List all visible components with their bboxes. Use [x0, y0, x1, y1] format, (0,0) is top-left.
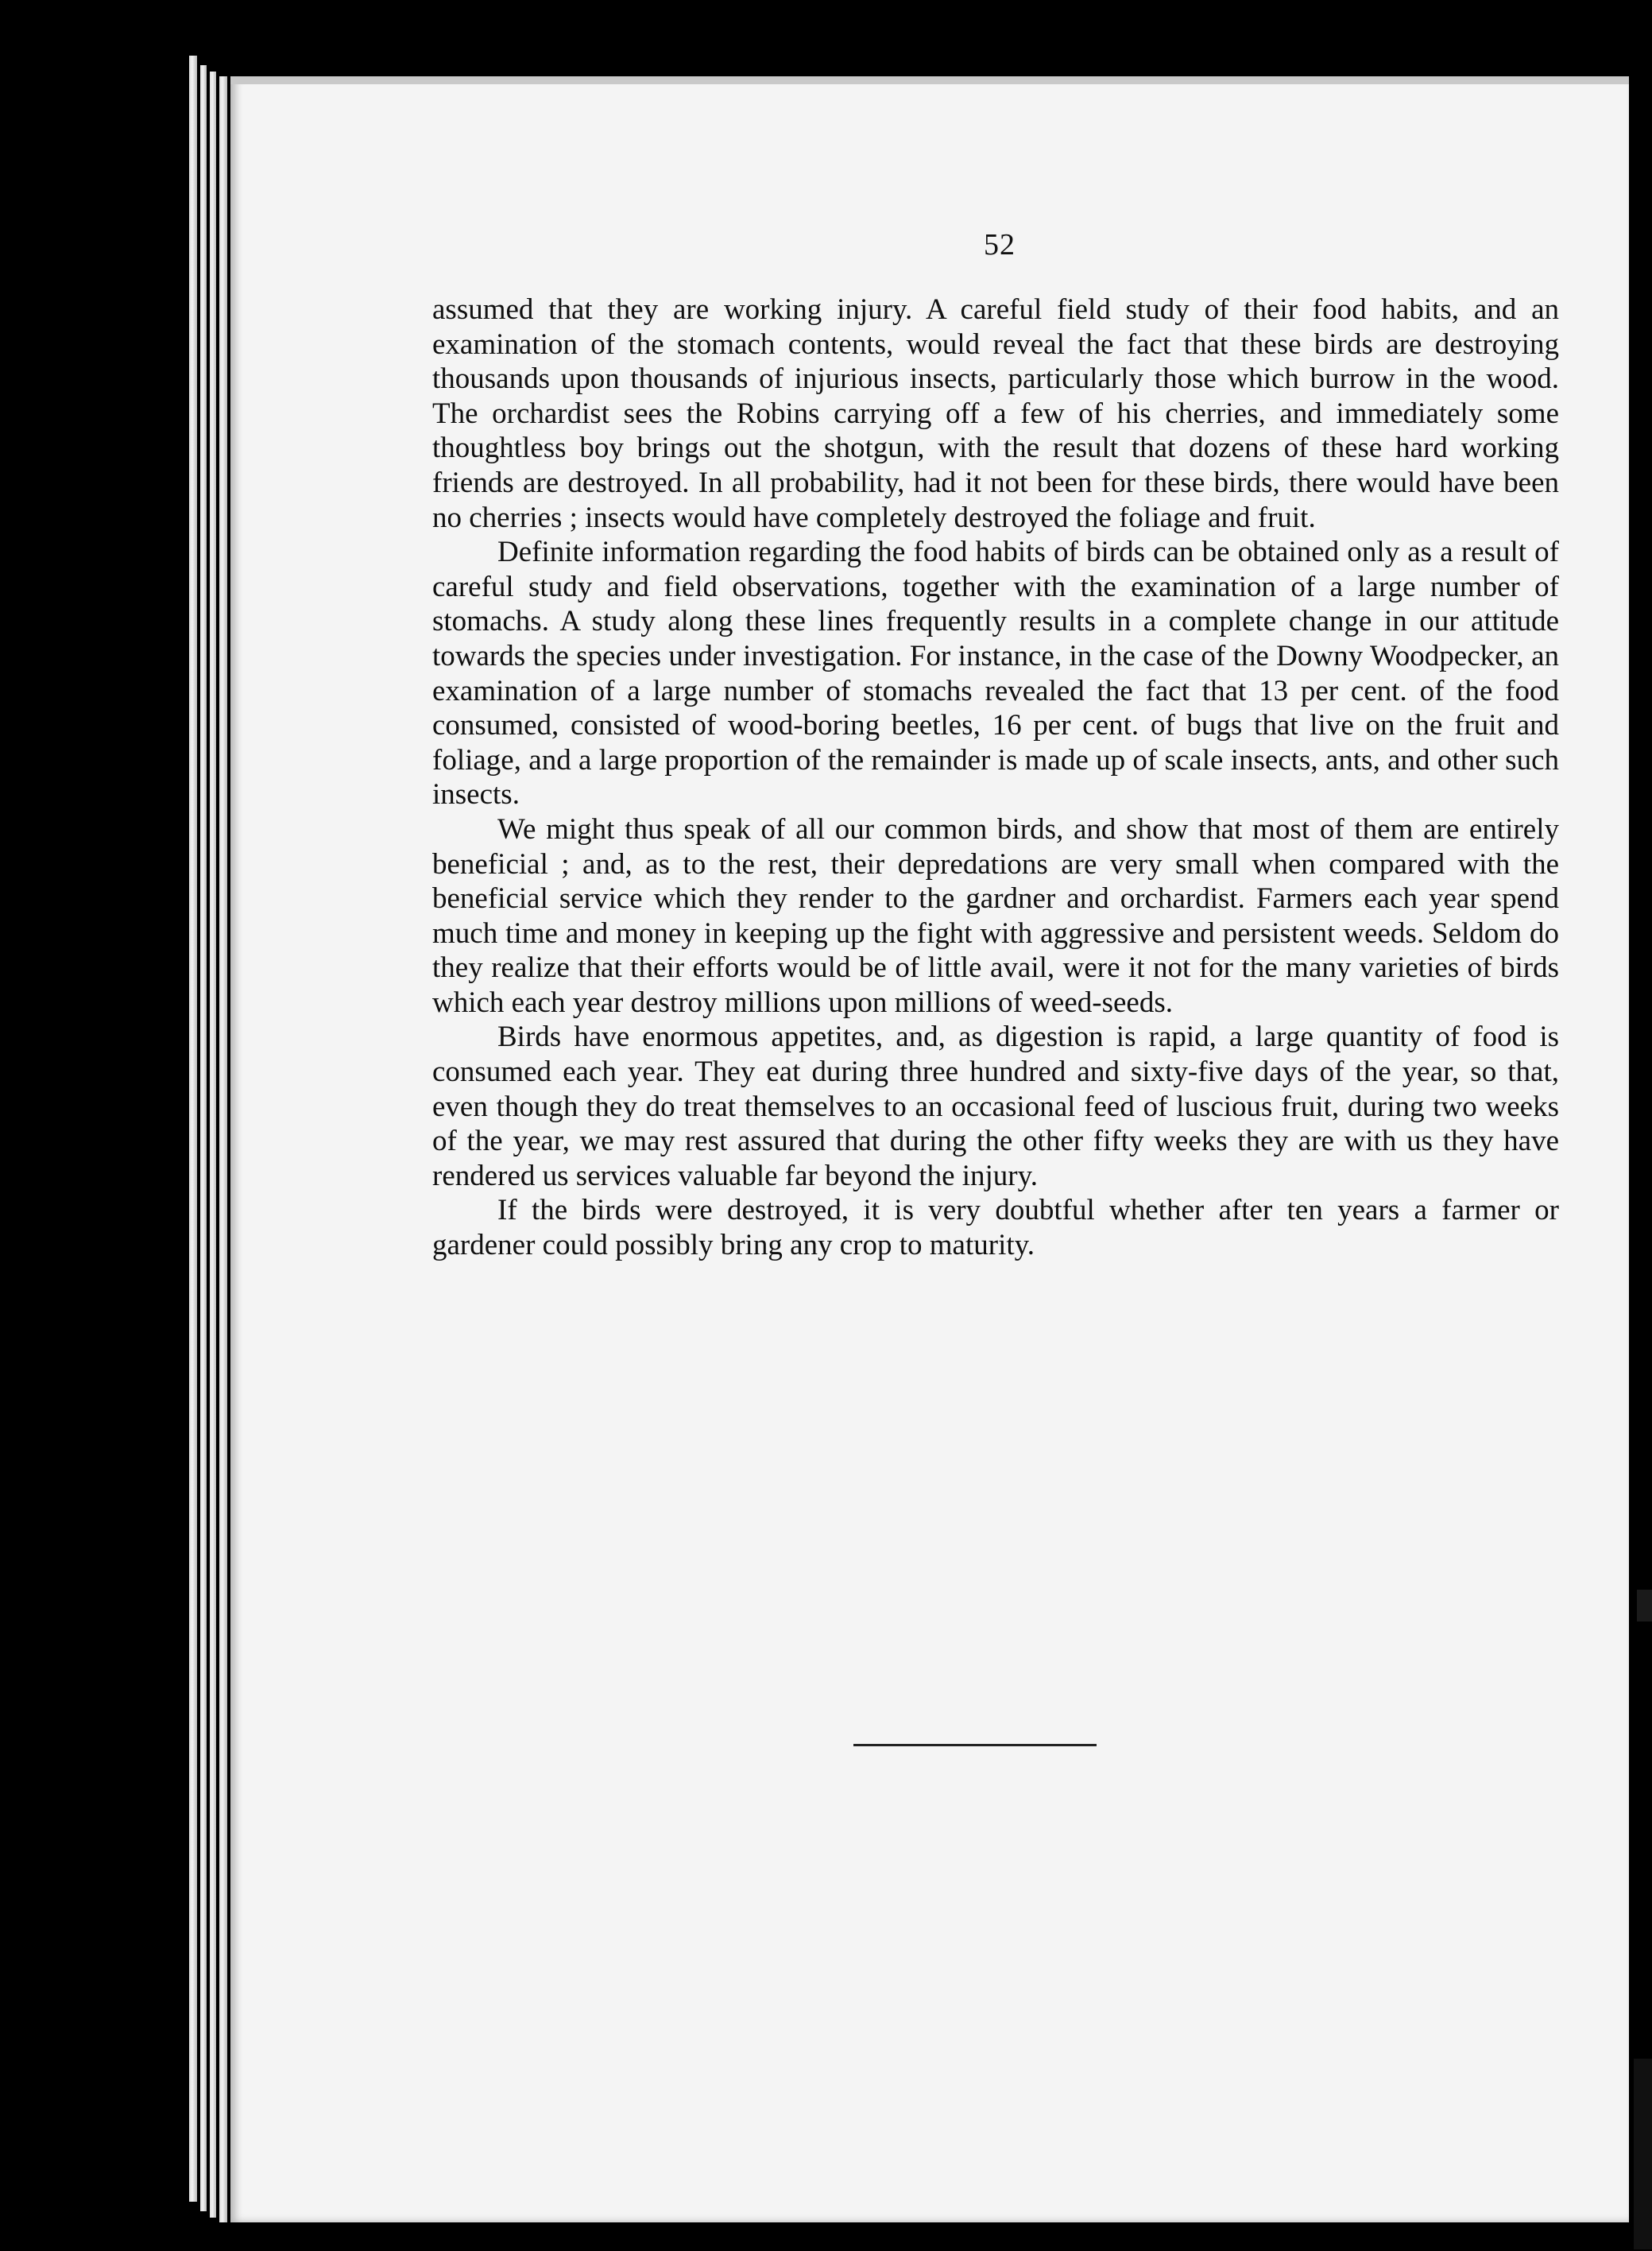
- paragraph-1: assumed that they are working injury. A careful field study of their food habits, and an examination of the stomach contents, would reveal the fact that these birds are destroying thousands upon thousands of injurious insects, particularly those which burrow in the wood. The orchardist sees the Robins carrying off a few of his cherries, and immediately some thoughtless boy brings out the shotgun, with the result that dozens of these hard working friends are destroyed. In all probability, had it not been for these birds, there would have been no cherries ; insects would have completely destroyed the foliage and fruit.: [432, 293, 1559, 534]
- page-edge: [189, 56, 197, 2202]
- paragraph-5: If the birds were destroyed, it is very doubtful whether after ten years a farmer or gardener could possibly bring any crop to maturity.: [432, 1194, 1559, 1262]
- scan-edge-mark: [1637, 1590, 1652, 1621]
- paragraph-3: We might thus speak of all our common birds, and show that most of them are entirely beneficial ; and, as to the rest, their depredations are very small when compared with the beneficial service which they render to the gardner and orchardist. Farmers each year spend much time and money in keeping up the fight with aggressive and persistent weeds. Seldom do they realize that their efforts would be of little avail, were it not for the many varieties of birds which each year destroy millions upon millions of weed-seeds.: [432, 812, 1559, 1019]
- page-edge: [219, 76, 227, 2222]
- body-text: [432, 293, 1559, 1263]
- page-top-edge: [230, 76, 1629, 84]
- page-edge: [210, 72, 216, 2218]
- paragraph-4: Birds have enormous appetites, and, as digestion is rapid, a large quantity of food is consumed each year. They eat during three hundred and sixty-five days of the year, so that, even though they do treat themselves to an occasional feed of luscious fruit, during two weeks of the year, we may rest assured that during the other fifty weeks they are with us they have rendered us services valuable far beyond the injury.: [432, 1021, 1559, 1192]
- page-edge: [200, 65, 207, 2211]
- page-number: 52: [984, 228, 1016, 262]
- scan-edge-mark: [1634, 2059, 1652, 2249]
- paragraph-2: Definite information regarding the food habits of birds can be obtained only as a result of careful study and field observations, together with the examination of a large number of stomachs. A study along these lines frequently results in a complete change in our attitude towards the species under investigation. For instance, in the case of the Downy Woodpecker, an examination of a large number of stomachs revealed the fact that 13 per cent. of the food consumed, consisted of wood-boring beetles, 16 per cent. of bugs that live on the fruit and foliage, and a large proportion of the remainder is made up of scale insects, ants, and other such insects.: [432, 536, 1559, 812]
- section-end-rule: [853, 1744, 1097, 1746]
